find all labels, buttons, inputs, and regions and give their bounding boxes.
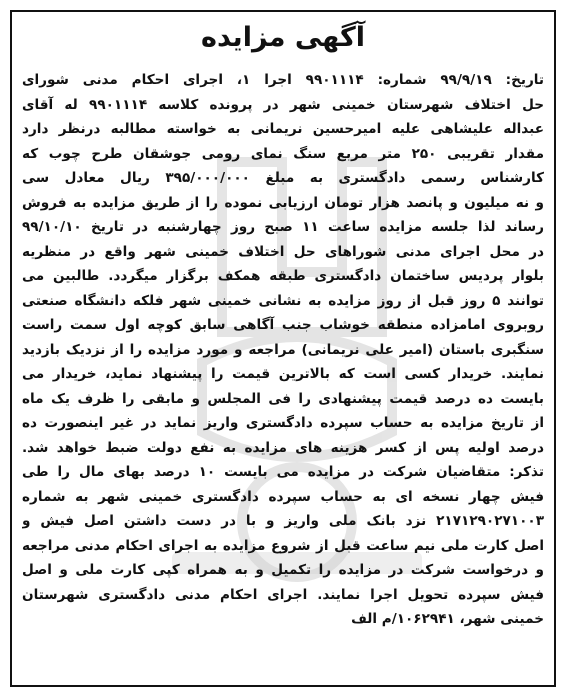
notice-line: ۲۱۷۱۲۹۰۲۷۱۰۰۳ نزد بانک ملی واریز و با در دست داشتن اصل فیش و bbox=[22, 513, 544, 529]
notice-line: اصل کارت ملی نیم ساعت قبل از شروع مزایده به اجرای احکام مدنی مراجعه bbox=[22, 537, 544, 554]
notice-line: فیش سپرده تحویل اجرا نمایند. اجرای احکام مدنی دادگستری شهرستان bbox=[22, 586, 544, 603]
notice-line: سنگبری باستان (امیر علی نریمانی) مراجعه و مورد مزایده را از نزدیک بازدید bbox=[22, 341, 544, 358]
notice-line: تاریخ: ۹۹/۹/۱۹ شماره: ۹۹۰۱۱۱۴ اجرا ۱، اجرای احکام مدنی شورای bbox=[22, 72, 544, 88]
notice-line: حل اختلاف شهرستان خمینی شهر در پرونده کلاسه ۹۹۰۱۱۱۴ له آقای bbox=[22, 96, 544, 113]
notice-line: رساند لذا جلسه مزایده ساعت ۱۱ صبح روز چهارشنبه در تاریخ ۹۹/۱۰/۱۰ bbox=[22, 219, 544, 235]
notice-line: عبداله علیشاهی علیه امیرحسین نریمانی به خواسته مطالبه درنظر دارد bbox=[22, 121, 544, 137]
notice-line: از تاریخ مزایده به حساب سپرده دادگستری واریز نماید در غیر اینصورت ده bbox=[22, 415, 544, 431]
notice-line: توانند ۵ روز قبل از روز مزایده به نشانی خمینی شهر فلکه دانشگاه صنعتی bbox=[22, 292, 544, 309]
auction-notice bbox=[10, 10, 556, 687]
notice-line: مقدار تقریبی ۲۵۰ متر مربع سنگ نمای رومی جوشقان طرح چوب که bbox=[22, 145, 544, 162]
notice-line: و نه میلیون و پانصد هزار تومان ارزیابی نموده را از طریق مزایده به فروش bbox=[22, 194, 544, 211]
notice-line: نمایند. خریدار کسی است که بالاترین قیمت را پیشنهاد نماید، خریدار می bbox=[22, 366, 544, 382]
notice-line: کارشناس رسمی دادگستری به مبلغ ۳۹۵/۰۰۰/۰۰۰ ریال معادل سی bbox=[22, 170, 544, 186]
notice-line: بلوار پردیس ساختمان دادگستری طبقه همکف برگزار میگردد. طالبین می bbox=[22, 268, 544, 284]
notice-line: خمینی شهر، ۱۰۶۲۹۴۱/م الف bbox=[351, 611, 544, 627]
notice-line: درصد اولیه پس از کسر هزینه های مزایده به نفع دولت ضبط خواهد شد. bbox=[22, 439, 544, 456]
notice-line: و درخواست شرکت در مزایده را تکمیل و به همراه کپی کارت ملی و اصل bbox=[22, 562, 544, 578]
notice-title: آگهی مزایده bbox=[201, 22, 365, 53]
notice-body bbox=[22, 68, 544, 632]
notice-line: بایست ده درصد قیمت پیشنهادی را فی المجلس و مابقی را ظرف یک ماه bbox=[22, 390, 544, 407]
notice-line: در محل اجرای مدنی شوراهای حل اختلاف خمینی شهر واقع در منظریه bbox=[22, 243, 544, 260]
notice-line: فیش چهار نسخه ای به حساب سپرده دادگستری خمینی شهر به شماره bbox=[22, 488, 544, 505]
notice-line: روبروی امامزاده منطقه خوشاب جنب آگاهی سابق کوچه اول سمت راست bbox=[22, 317, 544, 333]
notice-line: تذکر: متقاضیان شرکت در مزایده می بایست ۱۰ درصد بهای مال را طی bbox=[22, 464, 544, 480]
